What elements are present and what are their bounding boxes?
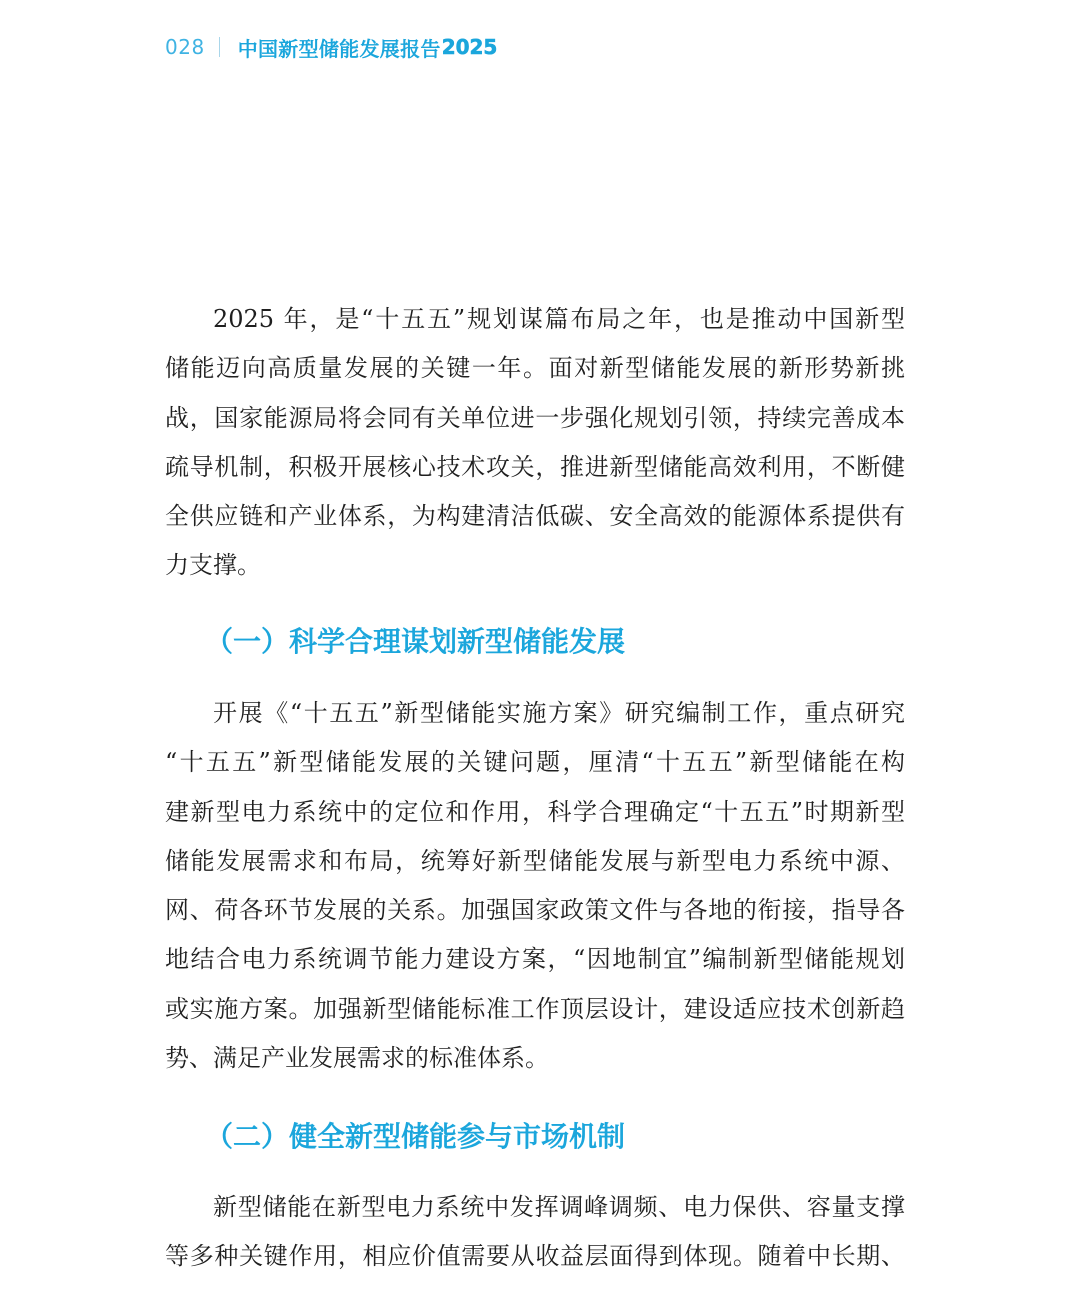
running-header bbox=[165, 33, 497, 61]
paragraph-line: 开展《“十五五”新型储能实施方案》研究编制工作，重点研究 bbox=[213, 699, 905, 727]
section-heading-2: （二）健全新型储能参与市场机制 bbox=[205, 1120, 626, 1153]
paragraph-line: 2025 年，是“十五五”规划谋篇布局之年，也是推动中国新型 bbox=[213, 305, 905, 333]
paragraph-line: 或实施方案。加强新型储能标准工作顶层设计，建设适应技术创新趋 bbox=[165, 994, 905, 1023]
paragraph-line: 建新型电力系统中的定位和作用，科学合理确定“十五五”时期新型 bbox=[165, 797, 905, 826]
section-heading-1: （一）科学合理谋划新型储能发展 bbox=[205, 625, 626, 658]
section-2-paragraph bbox=[165, 1183, 905, 1282]
paragraph-line: “十五五”新型储能发展的关键问题，厘清“十五五”新型储能在构 bbox=[165, 748, 905, 777]
section-1-paragraph bbox=[165, 689, 905, 1083]
paragraph-line: 力支撑。 bbox=[165, 551, 261, 580]
paragraph-line: 全供应链和产业体系，为构建清洁低碳、安全高效的能源体系提供有 bbox=[165, 502, 905, 531]
report-year: 2025 bbox=[441, 35, 498, 59]
paragraph-line: 地结合电力系统调节能力建设方案，“因地制宜”编制新型储能规划 bbox=[165, 945, 905, 974]
paragraph-line: 储能发展需求和布局，统筹好新型储能发展与新型电力系统中源、 bbox=[165, 846, 905, 875]
paragraph-line: 战，国家能源局将会同有关单位进一步强化规划引领，持续完善成本 bbox=[165, 403, 905, 432]
paragraph-line: 网、荷各环节发展的关系。加强国家政策文件与各地的衔接，指导各 bbox=[165, 896, 905, 925]
paragraph-line: 等多种关键作用，相应价值需要从收益层面得到体现。随着中长期、 bbox=[165, 1242, 905, 1271]
intro-paragraph bbox=[165, 295, 905, 591]
report-title: 中国新型储能发展报告 bbox=[237, 36, 441, 61]
paragraph-line: 势、满足产业发展需求的标准体系。 bbox=[165, 1044, 549, 1073]
paragraph-line: 新型储能在新型电力系统中发挥调峰调频、电力保供、容量支撑 bbox=[213, 1193, 905, 1221]
paragraph-line: 疏导机制，积极开展核心技术攻关，推进新型储能高效利用，不断健 bbox=[165, 452, 905, 481]
paragraph-line: 储能迈向高质量发展的关键一年。面对新型储能发展的新形势新挑 bbox=[165, 354, 905, 383]
page-number: 028 bbox=[165, 35, 205, 59]
header-separator bbox=[219, 37, 220, 57]
